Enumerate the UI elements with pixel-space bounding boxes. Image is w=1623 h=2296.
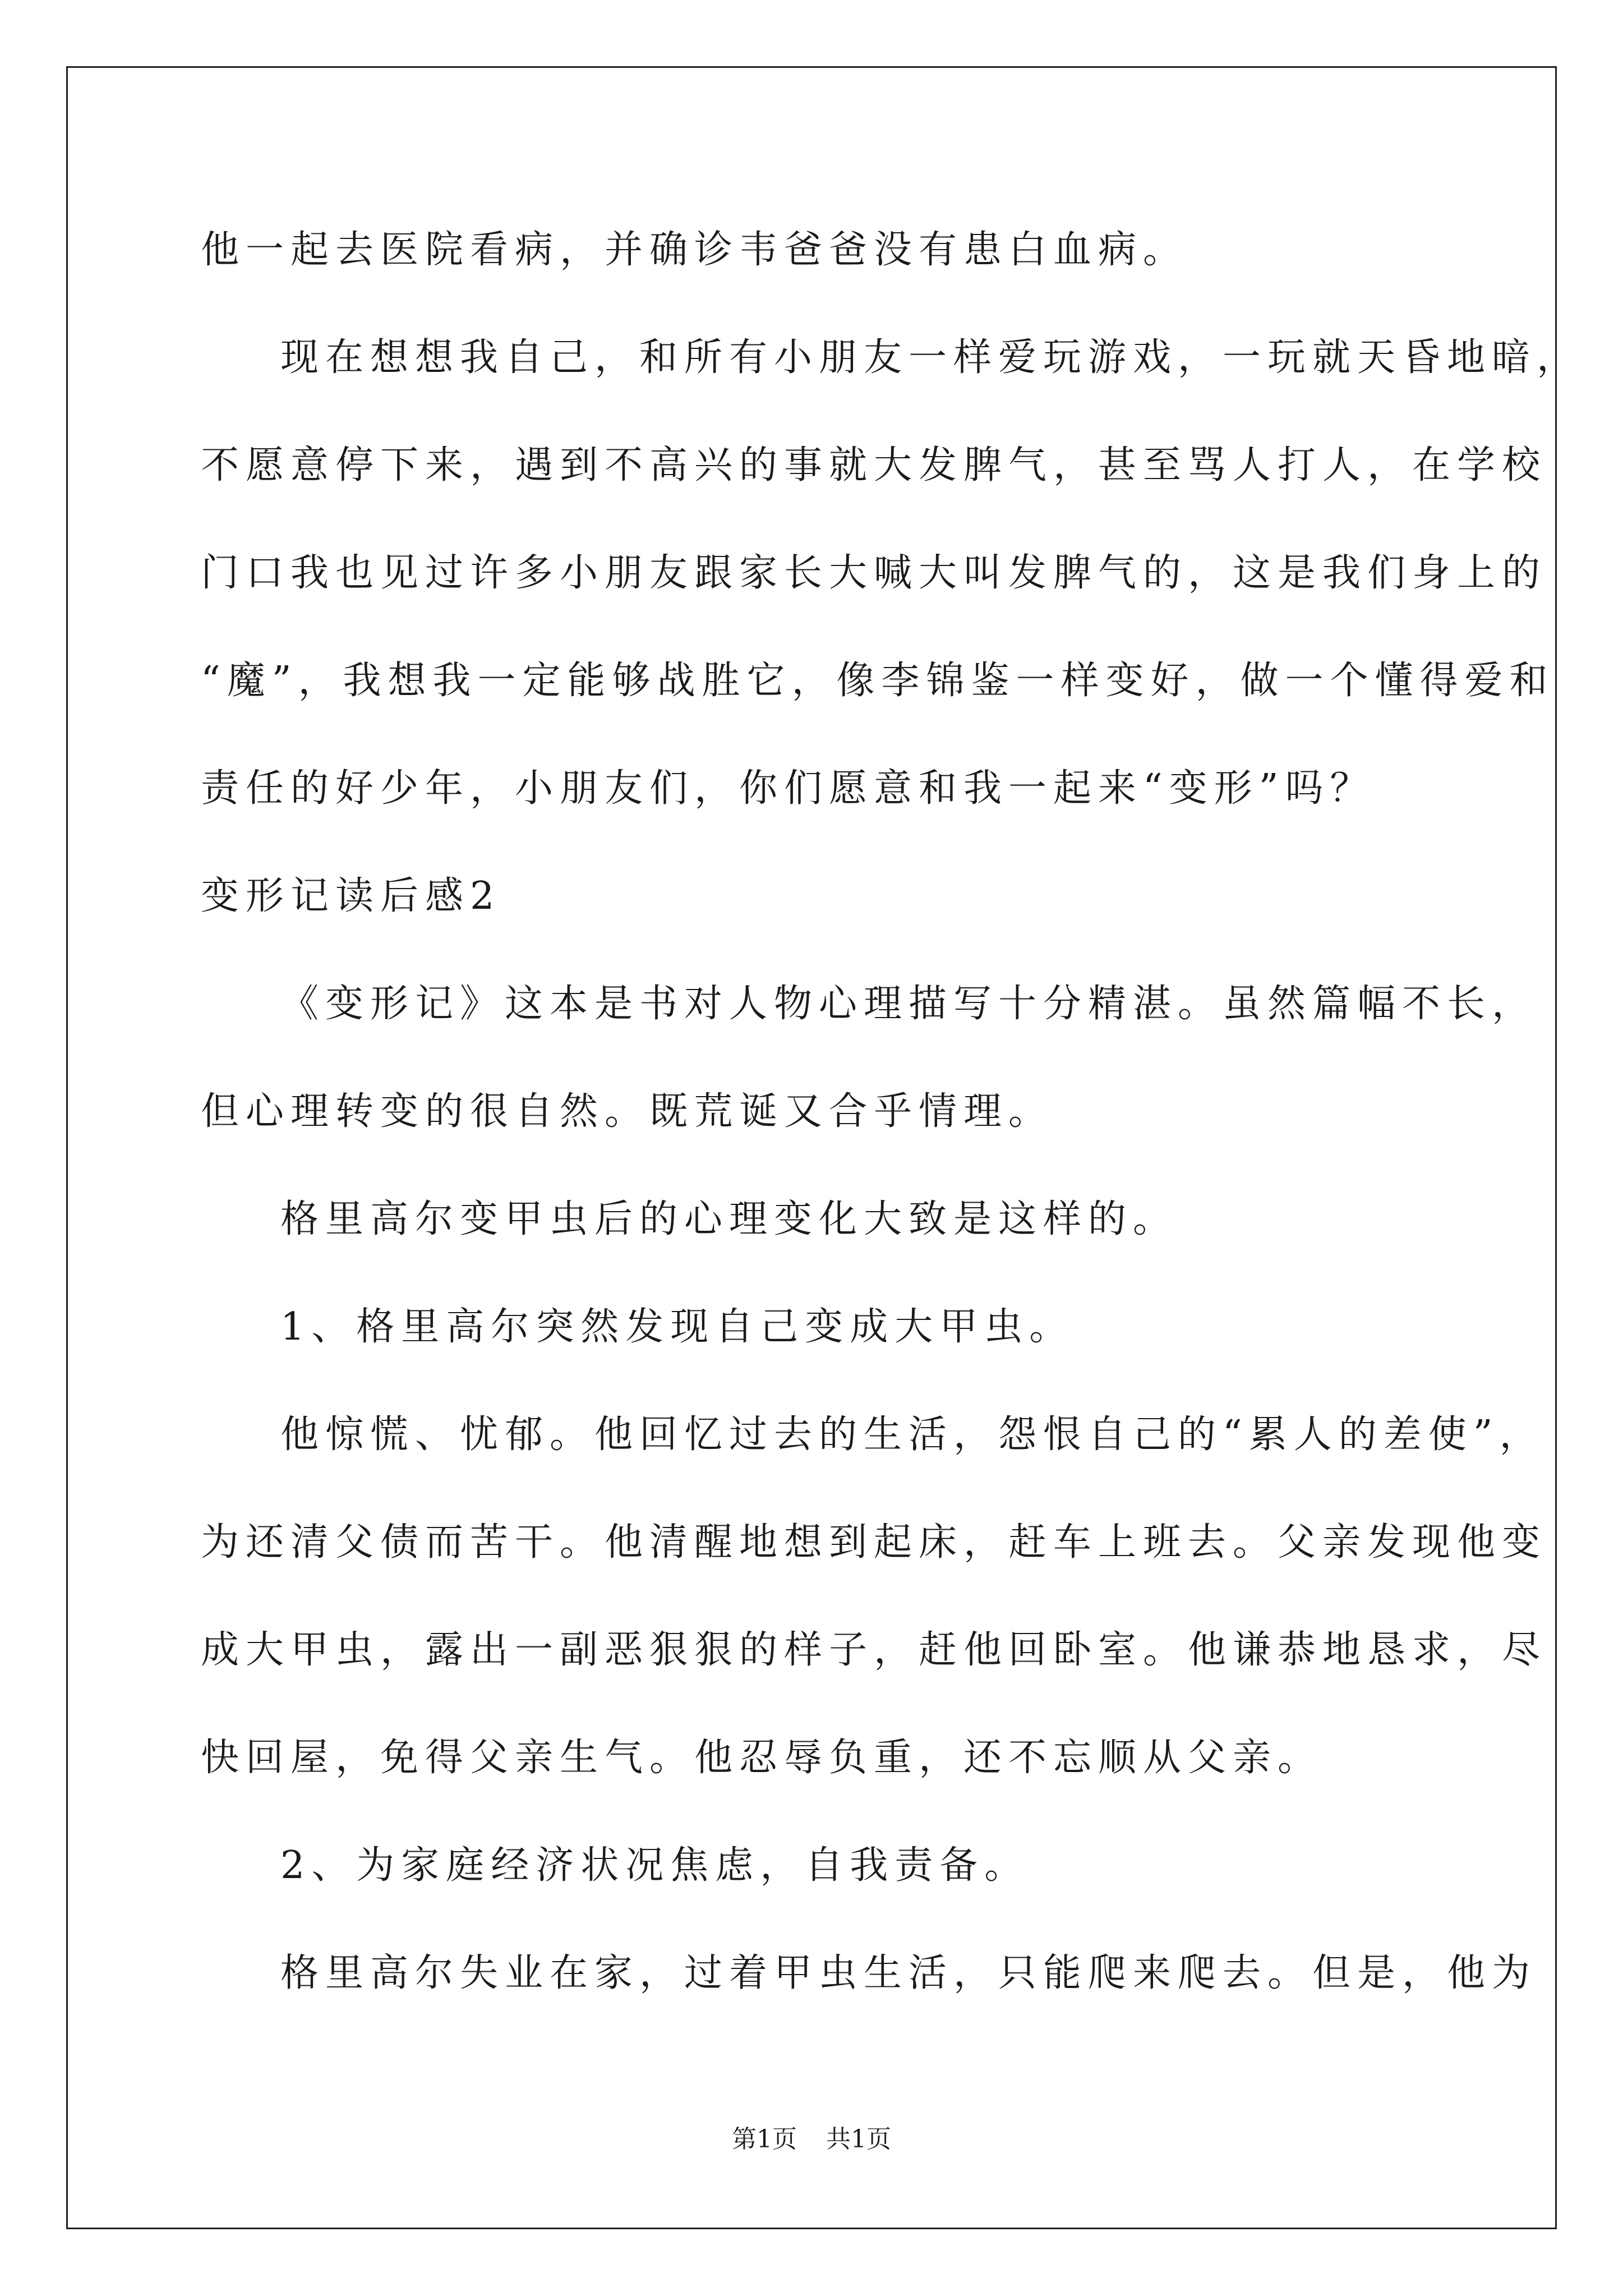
paragraph-line: 格里高尔变甲虫后的心理变化大致是这样的。 [280,1197,1178,1241]
paragraph-line: 1、格里高尔突然发现自己变成大甲虫。 [280,1305,1075,1349]
paragraph-line: 为还清父债而苦干。他清醒地想到起床，赶车上班去。父亲发现他变 [201,1520,1547,1565]
page-total: 共1页 [826,2125,891,2154]
paragraph-line: 现在想想我自己，和所有小朋友一样爱玩游戏，一玩就天昏地暗， [280,335,1582,380]
paragraph-line: 但心理转变的很自然。既荒诞又合乎情理。 [201,1089,1054,1134]
paragraph-line: 格里高尔失业在家，过着甲虫生活，只能爬来爬去。但是，他为 [280,1951,1537,1995]
paragraph-line: 快回屋，免得父亲生气。他忍辱负重，还不忘顺从父亲。 [201,1736,1323,1780]
paragraph-line: 不愿意停下来，遇到不高兴的事就大发脾气，甚至骂人打人，在学校 [201,443,1547,487]
paragraph-line: 2、为家庭经济状况焦虑，自我责备。 [280,1843,1030,1888]
paragraph-line: “魔”，我想我一定能够战胜它，像李锦鉴一样变好，做一个懂得爱和 [201,659,1555,703]
page-border [66,66,1557,2229]
section-heading: 变形记读后感2 [201,874,501,918]
paragraph-line: 门口我也见过许多小朋友跟家长大喊大叫发脾气的，这是我们身上的 [201,551,1547,595]
paragraph-line: 责任的好少年，小朋友们，你们愿意和我一起来“变形”吗？ [201,766,1375,811]
paragraph-line: 他惊慌、忧郁。他回忆过去的生活，怨恨自己的“累人的差使”， [280,1412,1544,1457]
paragraph-line: 成大甲虫，露出一副恶狠狠的样子，赶他回卧室。他谦恭地恳求，尽 [201,1628,1547,1672]
page-number: 第1页 [732,2125,797,2154]
paragraph-line: 《变形记》这本是书对人物心理描写十分精湛。虽然篇幅不长， [280,982,1537,1026]
page-footer [0,2127,1623,2152]
paragraph-line: 他一起去医院看病，并确诊韦爸爸没有患白血病。 [201,228,1188,272]
